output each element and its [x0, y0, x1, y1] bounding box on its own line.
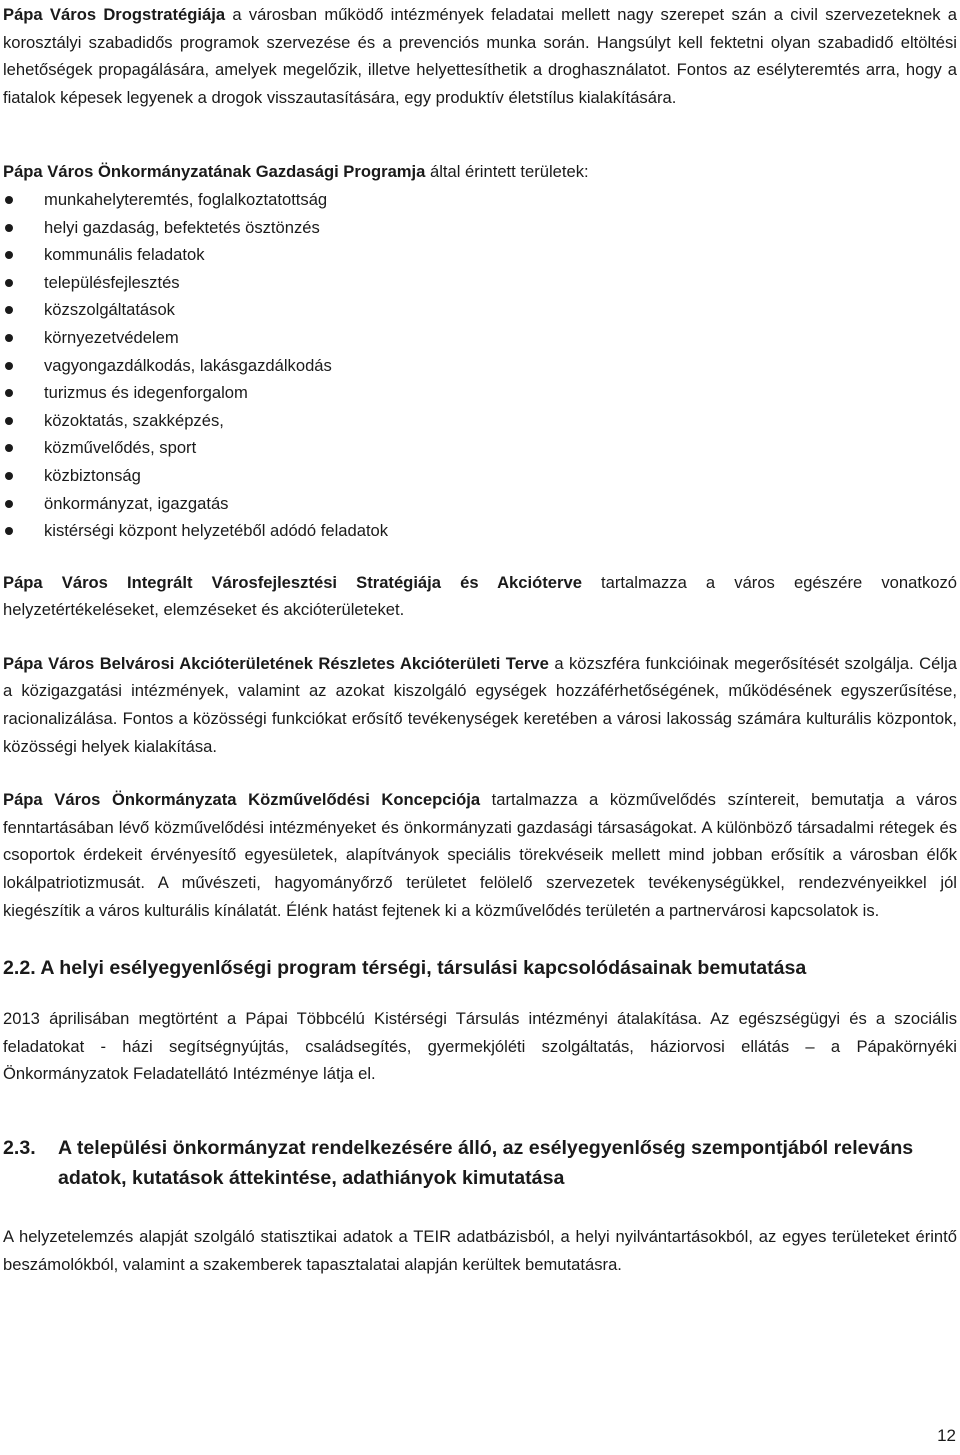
section-heading-2-3 — [3, 1133, 957, 1193]
paragraph-belvarosi-terv — [3, 650, 957, 760]
bullet-icon — [5, 251, 13, 259]
list-item: környezetvédelem — [3, 324, 957, 352]
paragraph-integralt-strategia-title: Pápa Város Integrált Városfejlesztési Stratégiája és Akcióterve — [3, 572, 582, 592]
paragraph-helyzetelemzes: A helyzetelemzés alapját szolgáló statisztikai adatok a TEIR adatbázisból, a helyi nyilvántartásokból, az egyes területeket érintő beszámolókból, valamint a szakemberek tapasztalatai alapján kerültek bemutatásra. — [3, 1227, 957, 1274]
bullet-icon — [5, 527, 13, 535]
document-page — [3, 0, 957, 1278]
list-item: helyi gazdaság, befektetés ösztönzés — [3, 214, 957, 242]
bullet-icon — [5, 472, 13, 480]
paragraph-belvarosi-terv-text: a közszféra funkcióinak megerősítését szolgálja. Célja a közigazgatási intézmények, valamint az azokat kiszolgáló egységek hozzáférhetőségének, működésének egyszerűsítése, racionalizálása. Fontos a közösségi funkciókat erősítő tevékenységek keretében a városi lakosság számára kulturális központok, közösségi helyek kialakítása. — [3, 653, 958, 756]
paragraph-drogstrategia-title: Pápa Város Drogstratégiája — [3, 5, 226, 24]
section-heading-2-2: 2.2. A helyi esélyegyenlőségi program térségi, társulási kapcsolódásainak bemutatása — [3, 957, 807, 980]
paragraph-drogstrategia-text: a városban működő intézmények feladatai mellett nagy szerepet szán a civil szervezeteknek a korosztályi szabadidős programok szervezése és a prevenciós munka során. Hangsúlyt kell fektetni olyan szabadidő eltöltési lehetőségek propagálására, amelyek megelőzik, illetve helyettesíthetik a droghasználatot. Fontos az esélyteremtés arra, hogy a fiatalok képesek legyenek a drogok visszautasítására, egy produktív életstílus kialakítására. — [3, 5, 957, 107]
paragraph-kozmuvelodesi-koncepcio-text: tartalmazza a közművelődés színtereit, bemutatja a város fenntartásában lévő közművelődési intézményeket és önkormányzati gazdasági társaságokat. A különböző társadalmi rétegek és csoportok érdekeit érvényesítő egyesületek, alapítványok speciális törekvéseik mellett mind jobban erősítik a városban élők lokálpatriotizmusát. A művészeti, hagyományőrző területet felölelő szervezetek tevékenységükkel, rendezvényeikkel jól kiegészítik a város kulturális kínálatát. Élénk hatást fejtenek ki a közművelődés területén a partnervárosi kapcsolatok is. — [3, 790, 957, 920]
econ-areas-list — [3, 186, 957, 545]
section-heading-2-3-text: A települési önkormányzat rendelkezésére álló, az esélyegyenlőség szempontjából releváns adatok, kutatások áttekintése, adathiányok kimutatása — [58, 1137, 914, 1189]
paragraph-gazdasagi-program — [3, 158, 957, 186]
page-number: 12 — [937, 1426, 956, 1445]
list-item: településfejlesztés — [3, 269, 957, 297]
list-item: közoktatás, szakképzés, — [3, 407, 957, 435]
paragraph-drogstrategia — [3, 0, 957, 111]
bullet-icon — [5, 417, 13, 425]
paragraph-integralt-strategia-text: tartalmazza a város egészére vonatkozó helyzetértékeléseket, elemzéseket és akcióterületeket. — [3, 572, 958, 620]
paragraph-gazdasagi-program-title: Pápa Város Önkormányzatának Gazdasági Programja — [3, 162, 426, 182]
bullet-icon — [5, 334, 13, 342]
bullet-icon — [5, 500, 13, 508]
list-item: vagyongazdálkodás, lakásgazdálkodás — [3, 352, 957, 380]
list-item: kistérségi központ helyzetéből adódó feladatok — [3, 517, 957, 545]
list-item: közművelődés, sport — [3, 434, 957, 462]
list-item: közbiztonság — [3, 462, 957, 490]
paragraph-gazdasagi-program-text: által érintett területek: — [425, 162, 589, 182]
list-item: önkormányzat, igazgatás — [3, 490, 957, 518]
paragraph-integralt-strategia — [3, 569, 957, 624]
bullet-icon — [5, 362, 13, 370]
bullet-icon — [5, 389, 13, 397]
list-item: munkahelyteremtés, foglalkoztatottság — [3, 186, 957, 214]
paragraph-kozmuvelodesi-koncepcio — [3, 786, 957, 924]
bullet-icon — [5, 196, 13, 204]
list-item: közszolgáltatások — [3, 296, 957, 324]
bullet-icon — [5, 306, 13, 314]
bullet-icon — [5, 444, 13, 452]
paragraph-kozmuvelodesi-koncepcio-title: Pápa Város Önkormányzata Közművelődési Koncepciója — [3, 790, 481, 810]
list-item: kommunális feladatok — [3, 241, 957, 269]
paragraph-tarsulas: 2013 áprilisában megtörtént a Pápai Többcélú Kistérségi Társulás intézményi átalakítása. Az egészségügyi és a szociális feladatokat - házi segítségnyújtás, családsegítés, gyermekjóléti szolgáltatás, háziorvosi ellátás – a Pápakörnyéki Önkormányzatok Feladatellátó Intézménye látja el. — [3, 1009, 957, 1084]
bullet-icon — [5, 279, 13, 287]
section-heading-2-3-number: 2.3. — [3, 1137, 36, 1159]
bullet-icon — [5, 224, 13, 232]
paragraph-belvarosi-terv-title: Pápa Város Belvárosi Akcióterületének Részletes Akcióterületi Terve — [3, 653, 549, 673]
list-item: turizmus és idegenforgalom — [3, 379, 957, 407]
